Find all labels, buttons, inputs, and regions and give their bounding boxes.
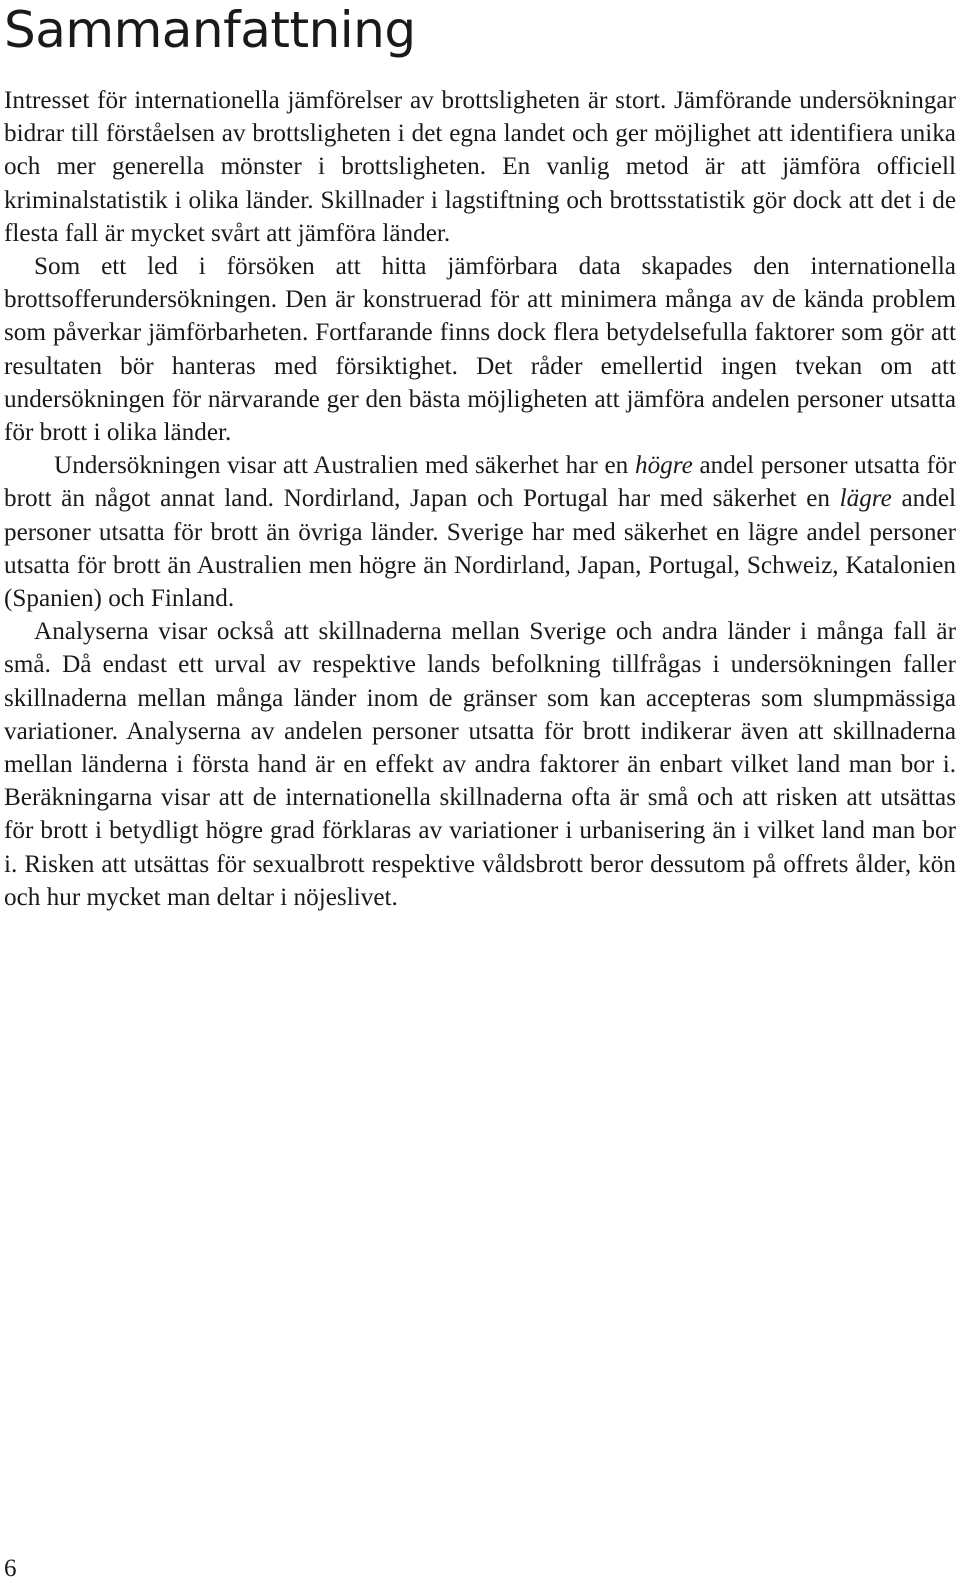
results-emphasis-lower: lägre — [839, 485, 892, 513]
page-title: Sammanfattning — [4, 1, 416, 59]
paragraph-results — [4, 449, 956, 615]
results-text-1: Undersökningen visar att Australien med säkerhet har en — [54, 452, 635, 480]
paragraph-intro: Intresset för internationella jämförelser av brottsligheten är stort. Jämförande undersökningar bidrar till förståelsen av brottsligheten i det egna landet och ger möjlighet att identifiera unika och mer generella mönster i brottsligheten. En vanlig metod är att jämföra officiell kriminalstatistik i olika länder. Skillnader i lagstiftning och brottsstatistik gör dock att det i de flesta fall är mycket svårt att jämföra länder. — [4, 87, 956, 247]
results-text-2: andel personer utsatta för brott än något annat land. Nordirland, Japan och Portugal har med säkerhet en — [4, 452, 956, 513]
paragraph-analysis: Analyserna visar också att skillnaderna mellan Sverige och andra länder i många fall är små. Då endast ett urval av respektive lands befolkning tillfrågas i undersökningen faller skillnaderna mellan många länder inom de gränser som kan accepteras som slumpmässiga variationer. Analyserna av andelen personer utsatta för brott indikerar även att skillnaderna mellan länderna i första hand är en effekt av andra faktorer än enbart vilket land man bor i. Beräkningarna visar att de internationella skillnaderna ofta är små och att risken att utsättas för brott i betydligt högre grad förklaras av variationer i urbanisering än i vilket land man bor i. Risken att utsättas för sexualbrott respektive våldsbrott beror dessutom på offrets ålder, kön och hur mycket man deltar i nöjeslivet. — [4, 618, 956, 911]
summary-body — [4, 84, 956, 914]
paragraph-survey: Som ett led i försöken att hitta jämförbara data skapades den internationella brottsofferundersökningen. Den är konstruerad för att minimera många av de kända problem som påverkar jämförbarheten. Fortfarande finns dock flera betydelsefulla faktorer som gör att resultaten bör hanteras med försiktighet. Det råder emellertid ingen tvekan om att undersökningen för närvarande ger den bästa möjligheten att jämföra andelen personer utsatta för brott i olika länder. — [4, 253, 956, 447]
results-text-3: andel personer utsatta för brott än övriga länder. Sverige har med säkerhet en lägre andel personer utsatta för brott än Australien men högre än Nordirland, Japan, Portugal, Schweiz, Katalonien (Spanien) och Finland. — [4, 485, 957, 613]
page-number: 6 — [4, 1555, 17, 1582]
results-emphasis-higher: högre — [634, 452, 693, 480]
